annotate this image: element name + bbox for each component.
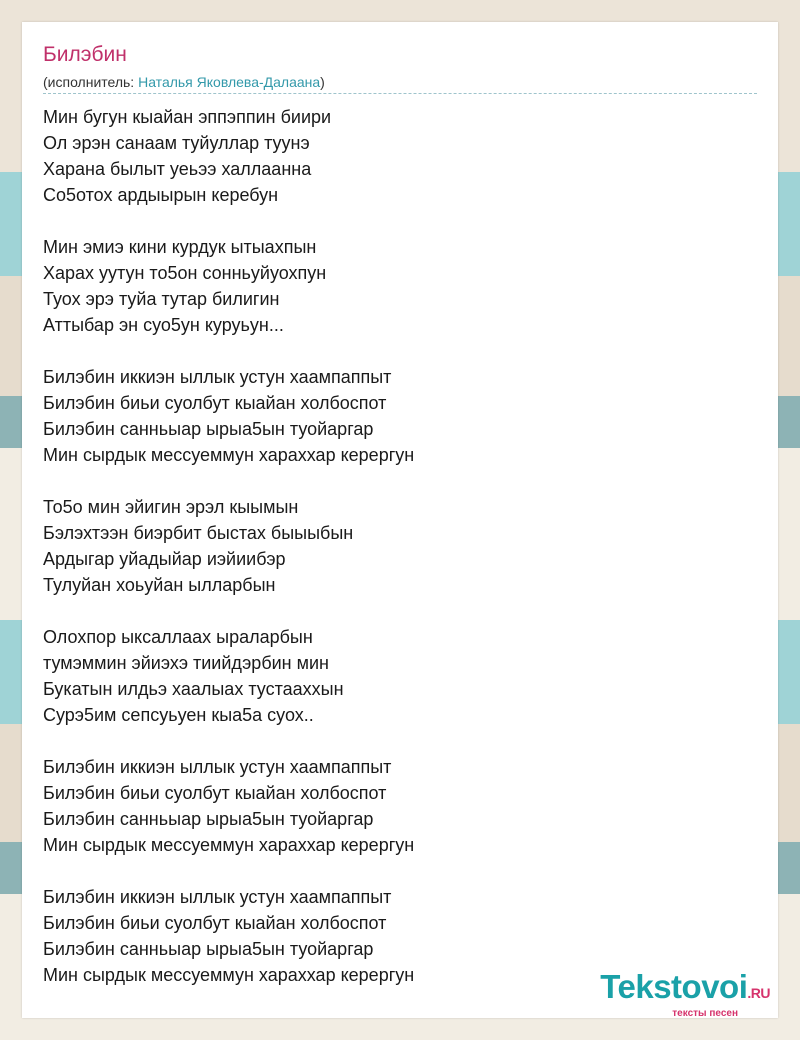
lyrics-line: тумэммин эйиэхэ тиийдэрбин мин	[43, 653, 329, 673]
lyrics-card	[22, 22, 778, 1018]
lyrics-body	[43, 104, 414, 1014]
lyrics-line: Мин сырдык мессуеммун хараххар керергун	[43, 445, 415, 465]
lyrics-stanza	[43, 624, 414, 728]
lyrics-line: Харах уутун то5он сонньуйуохпун	[43, 263, 327, 283]
lyrics-line: Мин сырдык мессуеммун хараххар керергун	[43, 835, 415, 855]
lyrics-line: Ардыгар уйадыйар иэйиибэр	[43, 549, 286, 569]
logo-tld: .RU	[747, 985, 770, 1001]
lyrics-stanza	[43, 364, 414, 468]
lyrics-line: Олохпор ыксаллаах ыраларбын	[43, 627, 313, 647]
logo-tagline: тексты песен	[672, 1008, 738, 1019]
lyrics-line: Ол эрэн санаам туйуллар туунэ	[43, 133, 310, 153]
lyrics-line: Билэбин санньыар ырыа5ын туойаргар	[43, 419, 374, 439]
divider	[43, 93, 757, 94]
lyrics-line: Мин бугун кыайан эппэппин биири	[43, 107, 332, 127]
lyrics-line: Билэбин биьи суолбут кыайан холбоспот	[43, 783, 387, 803]
lyrics-stanza	[43, 494, 414, 598]
lyrics-stanza	[43, 754, 414, 858]
logo-brand: Tekstovoi	[600, 968, 748, 1005]
lyrics-line: Билэбин санньыар ырыа5ын туойаргар	[43, 809, 374, 829]
song-title: Билэбин	[43, 43, 127, 66]
lyrics-line: Билэбин иккиэн ыллык устун хаампаппыт	[43, 887, 392, 907]
lyrics-stanza	[43, 104, 414, 208]
lyrics-line: Букатын илдьэ хаалыах тустааххын	[43, 679, 344, 699]
site-logo[interactable]	[600, 970, 770, 1019]
performer-link[interactable]: Наталья Яковлева-Далаана	[138, 74, 321, 90]
lyrics-line: То5о мин эйигин эрэл кыымын	[43, 497, 299, 517]
performer-label: исполнитель:	[47, 74, 139, 90]
lyrics-line: Сурэ5им сепсуьуен кыа5а суох..	[43, 705, 314, 725]
lyrics-line: Со5отох ардыырын керебун	[43, 185, 279, 205]
performer-line: (исполнитель: Наталья Яковлева-Далаана)	[43, 74, 325, 90]
lyrics-line: Бэлэхтээн биэрбит быстах быыыбын	[43, 523, 354, 543]
lyrics-line: Билэбин иккиэн ыллык устун хаампаппыт	[43, 757, 392, 777]
lyrics-line: Мин сырдык мессуеммун хараххар керергун	[43, 965, 415, 985]
lyrics-stanza	[43, 234, 414, 338]
lyrics-line: Туох эрэ туйа тутар билигин	[43, 289, 280, 309]
lyrics-line: Билэбин биьи суолбут кыайан холбоспот	[43, 393, 387, 413]
lyrics-line: Харана былыт уеьээ халлаанна	[43, 159, 312, 179]
lyrics-stanza	[43, 884, 414, 988]
lyrics-line: Билэбин санньыар ырыа5ын туойаргар	[43, 939, 374, 959]
lyrics-line: Тулуйан хоьуйан ылларбын	[43, 575, 276, 595]
lyrics-line: Билэбин биьи суолбут кыайан холбоспот	[43, 913, 387, 933]
lyrics-line: Аттыбар эн суо5ун куруьун...	[43, 315, 284, 335]
lyrics-line: Мин эмиэ кини курдук ытыахпын	[43, 237, 317, 257]
lyrics-line: Билэбин иккиэн ыллык устун хаампаппыт	[43, 367, 392, 387]
